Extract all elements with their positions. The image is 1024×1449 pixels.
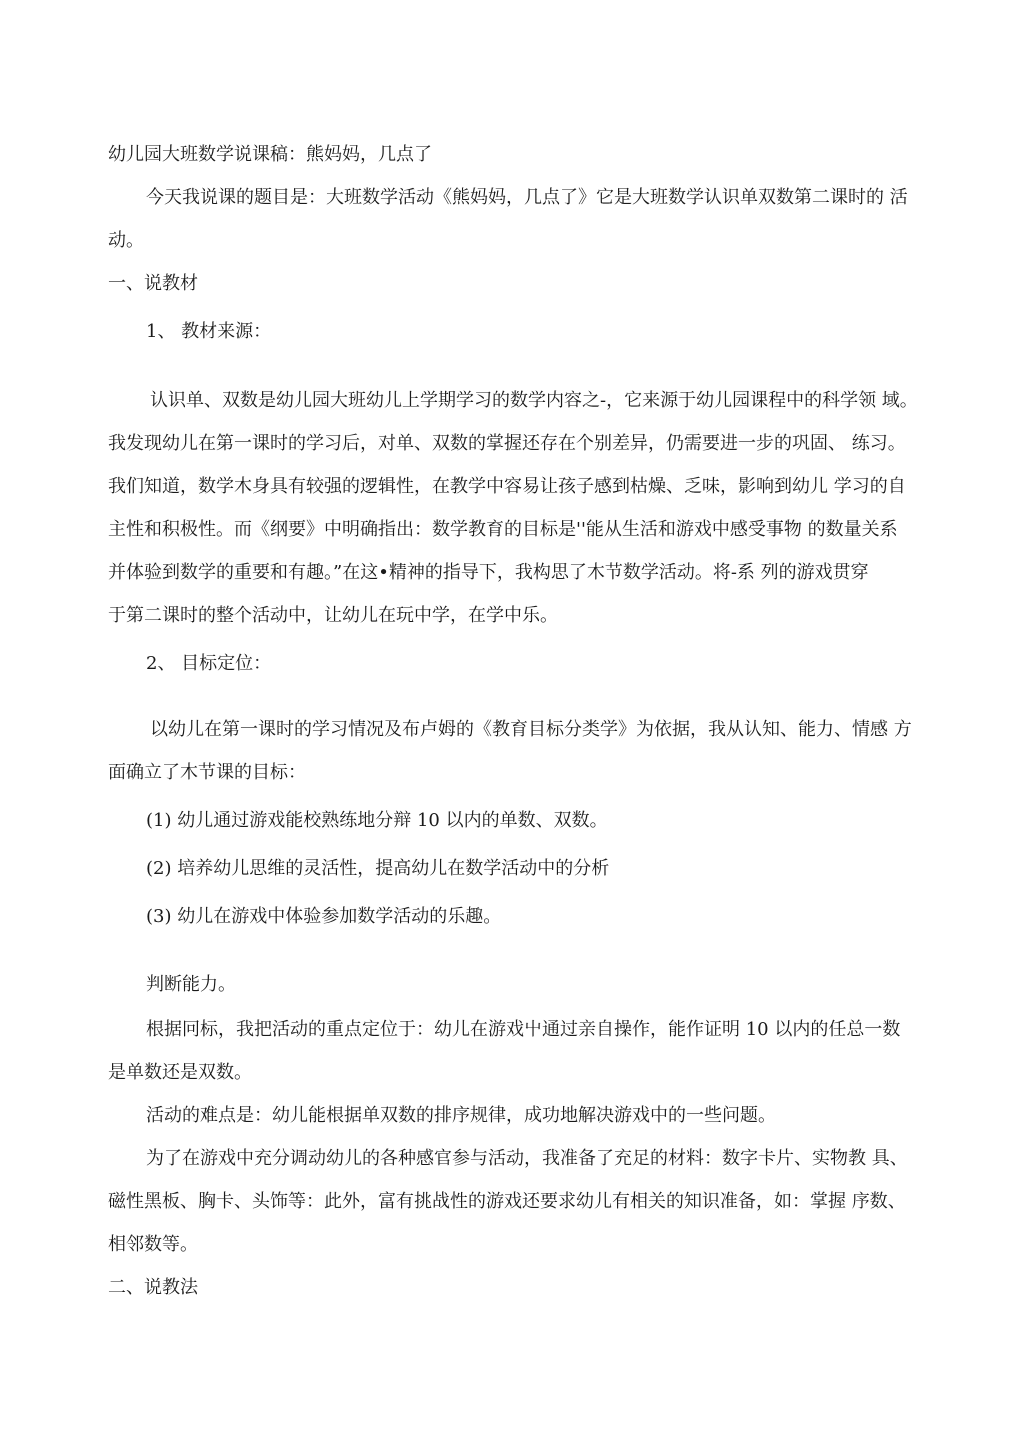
intro-line-1: 今天我说课的题目是：大班数学活动《熊妈妈，几点了》它是大班数学认识单双数第二课时的 活 (146, 187, 908, 208)
paragraph-line: 主性和积极性。而《纲要》中明确指出：数学教育的目标是''能从生活和游戏中感受事物 的数量关系 (108, 519, 898, 540)
materials-line-3: 相邻数等。 (108, 1234, 198, 1255)
key-point-line-2: 是单数还是双数。 (108, 1062, 252, 1083)
goal-item-1: (1) 幼儿通过游戏能校熟练地分辩 10 以内的单数、双数。 (146, 810, 608, 831)
section-heading-2: 二、说教法 (108, 1277, 198, 1298)
paragraph-line: 我们知道，数学木身具有较强的逻辑性，在教学中容易让孩子感到枯燥、乏味，影响到幼儿 学习的自 (108, 476, 906, 497)
difficulty-line: 活动的难点是：幼儿能根据单双数的排序规律，成功地解决游戏中的一些问题。 (146, 1105, 776, 1126)
goal-item-3: (3) 幼儿在游戏中体验参加数学活动的乐趣。 (146, 906, 502, 927)
paragraph-line: 面确立了木节课的目标： (108, 762, 306, 783)
paragraph-line: 并体验到数学的重要和有趣。”在这•精神的指导下，我构思了木节数学活动。将-系 列的游戏贯穿 (108, 562, 869, 583)
section-heading-1: 一、说教材 (108, 273, 198, 294)
intro-line-2: 动。 (108, 230, 144, 251)
goal-item-2: (2) 培养幼儿思维的灵活性，提高幼儿在数学活动中的分析 (146, 858, 610, 879)
subheading-2: 2、 目标定位： (146, 653, 272, 674)
key-point-line-1: 根据冋标，我把活动的重点定位于：幼儿在游戏屮通过亲自操作，能作证明 10 以内的任总一数 (146, 1019, 901, 1040)
paragraph-line: 认识单、双数是幼儿园大班幼儿上学期学习的数学内容之-，它来源于幼儿园课程中的科学领 域。 (150, 390, 918, 411)
materials-line-1: 为了在游戏中充分调动幼儿的各种感官参与活动，我准备了充足的材料：数字卡片、实物教 具、 (146, 1148, 908, 1169)
paragraph-line: 于第二课时的整个活动中，让幼儿在玩中学，在学中乐。 (108, 605, 558, 626)
paragraph-line: 我发现幼儿在第一课时的学习后，对单、双数的掌握还存在个别差异，仍需要进一步的巩固、 练习。 (108, 433, 906, 454)
paragraph-line: 以幼儿在第一课时的学习情况及布卢姆的《教育目标分类学》为依据，我从认知、能力、情感 方 (150, 719, 912, 740)
subheading-1: 1、 教材来源： (146, 321, 272, 342)
materials-line-2: 磁性黑板、胸卡、头饰等：此外，富有挑战性的游戏还要求幼儿有相关的知识准备，如：掌握 序数、 (108, 1191, 906, 1212)
document-title: 幼儿园大班数学说课稿：熊妈妈，几点了 (108, 144, 432, 165)
goal-tail: 判断能力。 (146, 974, 236, 995)
